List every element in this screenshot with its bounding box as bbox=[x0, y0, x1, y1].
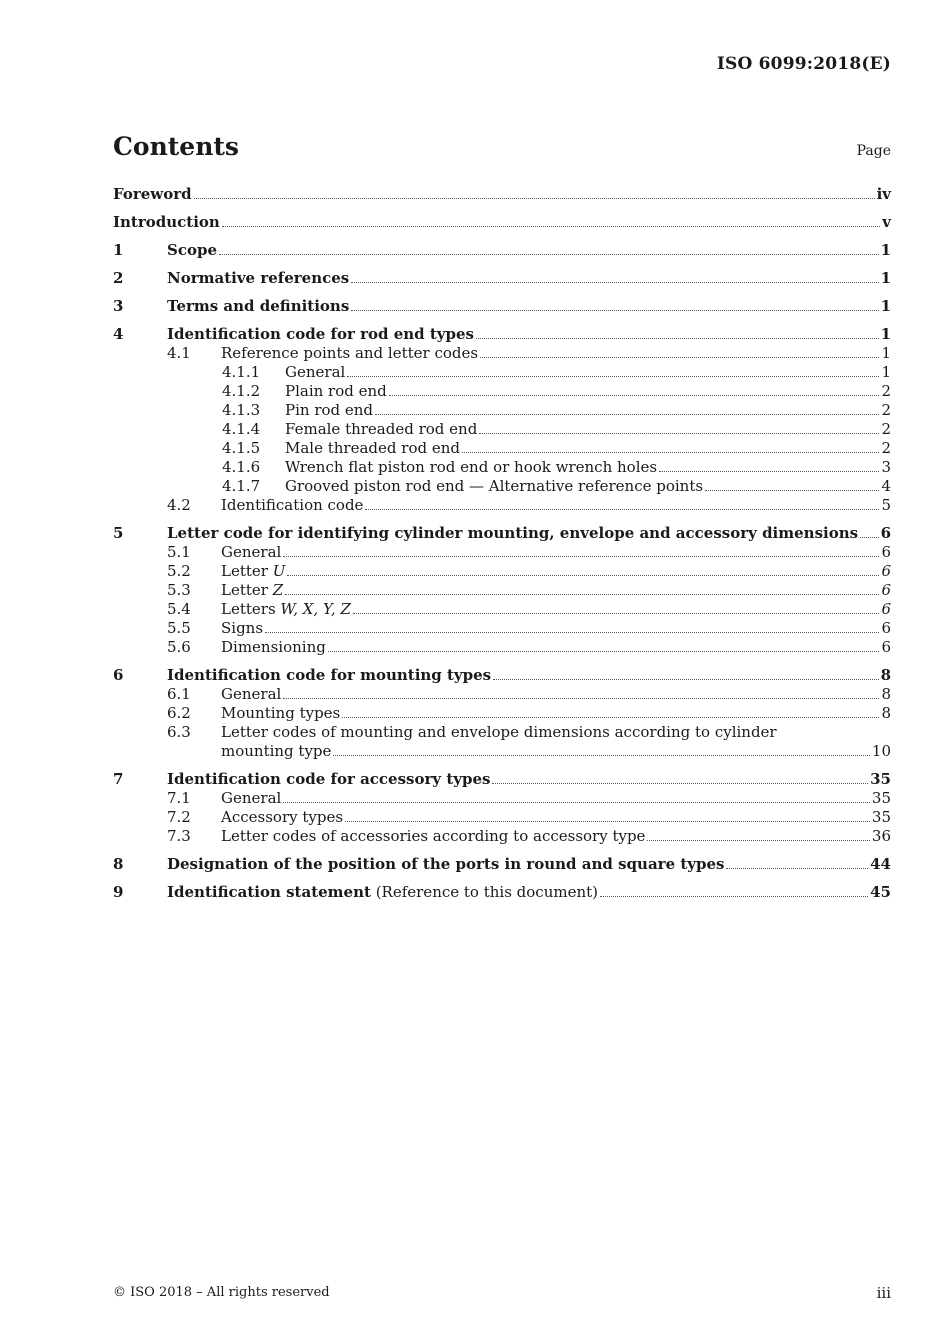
toc-entry-title: Reference points and letter codes bbox=[221, 344, 479, 362]
toc-page-number: 2 bbox=[881, 439, 891, 457]
toc-page-number: v bbox=[882, 213, 891, 231]
toc-entry-1[interactable] bbox=[113, 241, 891, 260]
dot-leader bbox=[219, 254, 879, 255]
toc-section-number: 4.1 bbox=[167, 344, 191, 362]
contents-heading-row bbox=[113, 132, 891, 161]
page-number: iii bbox=[876, 1284, 891, 1302]
dot-leader bbox=[480, 357, 879, 358]
dot-leader bbox=[659, 471, 879, 472]
toc-section-number: 4.2 bbox=[167, 496, 191, 514]
toc-entry-4-1-4[interactable] bbox=[113, 420, 891, 439]
toc-entry-2[interactable] bbox=[113, 269, 891, 288]
toc-section-number: 4.1.1 bbox=[222, 363, 261, 381]
toc-page-number: 35 bbox=[870, 770, 891, 788]
document-id: ISO 6099:2018(E) bbox=[716, 54, 891, 74]
dot-leader bbox=[345, 821, 870, 822]
toc-section-number: 5.5 bbox=[167, 619, 191, 637]
toc-section-number: 5.2 bbox=[167, 562, 191, 580]
toc-entry-title: Mounting types bbox=[221, 704, 341, 722]
page-title: Contents bbox=[113, 132, 240, 161]
dot-leader bbox=[493, 679, 878, 680]
toc-page-number: 5 bbox=[881, 496, 891, 514]
dot-leader bbox=[283, 556, 879, 557]
toc-page-number: 6 bbox=[880, 524, 891, 542]
toc-entry-4[interactable] bbox=[113, 325, 891, 344]
dot-leader bbox=[726, 868, 868, 869]
dot-leader bbox=[287, 575, 879, 576]
dot-leader bbox=[389, 395, 880, 396]
toc-page-number: 45 bbox=[870, 883, 891, 901]
letter-symbol: W, X, Y, Z bbox=[280, 600, 351, 618]
toc-section-number: 2 bbox=[113, 269, 124, 287]
toc-page-number: 1 bbox=[881, 344, 891, 362]
toc-page-number: 8 bbox=[881, 704, 891, 722]
toc-page-number: 1 bbox=[880, 325, 891, 343]
dot-leader bbox=[351, 310, 878, 311]
dot-leader bbox=[342, 717, 879, 718]
toc-entry-title: Identification code for accessory types bbox=[167, 770, 491, 788]
dot-leader bbox=[265, 632, 879, 633]
toc-page-number: iv bbox=[876, 185, 891, 203]
toc-entry-8[interactable] bbox=[113, 855, 891, 874]
toc-page-number: 2 bbox=[881, 401, 891, 419]
toc-page-number: 3 bbox=[881, 458, 891, 476]
toc-page-number: 35 bbox=[871, 789, 891, 807]
toc-page-number: 2 bbox=[881, 420, 891, 438]
toc-page-number: 35 bbox=[871, 808, 891, 826]
toc-entry-4-1-1[interactable] bbox=[113, 363, 891, 382]
dot-leader bbox=[375, 414, 879, 415]
toc-entry-title: Letter codes of accessories according to accessory type bbox=[221, 827, 646, 845]
toc-section-number: 6.3 bbox=[167, 723, 191, 741]
dot-leader bbox=[351, 282, 878, 283]
toc-entry-title: General bbox=[221, 543, 282, 561]
dot-leader bbox=[328, 651, 880, 652]
toc-section-number: 8 bbox=[113, 855, 124, 873]
dot-leader bbox=[860, 537, 878, 538]
dot-leader bbox=[705, 490, 879, 491]
toc-entry-title: Plain rod end bbox=[285, 382, 387, 400]
toc-section-number: 1 bbox=[113, 241, 124, 259]
toc-entry-5-6[interactable] bbox=[113, 638, 891, 657]
toc-entry-title: Wrench flat piston rod end or hook wrench holes bbox=[285, 458, 658, 476]
toc-entry-5-5[interactable] bbox=[113, 619, 891, 638]
toc-entry-title: Identification statement (Reference to this document) bbox=[167, 883, 599, 901]
toc-page-number: 6 bbox=[881, 562, 891, 580]
toc-entry-title: Signs bbox=[221, 619, 264, 637]
toc-entry-title: Male threaded rod end bbox=[285, 439, 460, 457]
toc-page-number: 2 bbox=[881, 382, 891, 400]
dot-leader bbox=[333, 755, 869, 756]
toc-section-number: 4.1.7 bbox=[222, 477, 261, 495]
toc-section-number: 4.1.4 bbox=[222, 420, 261, 438]
toc-entry-6[interactable] bbox=[113, 666, 891, 685]
toc-entry-title: Letter Z bbox=[221, 581, 284, 599]
dot-leader bbox=[194, 198, 875, 199]
toc-page-number: 1 bbox=[880, 297, 891, 315]
toc-entry-title: Letter U bbox=[221, 562, 286, 580]
toc-section-number: 4.1.3 bbox=[222, 401, 261, 419]
table-of-contents bbox=[113, 185, 891, 902]
toc-page-number: 6 bbox=[881, 543, 891, 561]
dot-leader bbox=[647, 840, 869, 841]
page-column-label: Page bbox=[856, 143, 891, 159]
toc-entry-title-continuation: mounting type bbox=[221, 742, 332, 760]
toc-entry-title: Introduction bbox=[113, 213, 220, 231]
dot-leader bbox=[462, 452, 879, 453]
toc-entry-4-1-2[interactable] bbox=[113, 382, 891, 401]
toc-section-number: 5.3 bbox=[167, 581, 191, 599]
toc-entry-5-2[interactable] bbox=[113, 562, 891, 581]
toc-entry-4-1-7[interactable] bbox=[113, 477, 891, 496]
toc-section-number: 5.4 bbox=[167, 600, 191, 618]
toc-entry-7[interactable] bbox=[113, 770, 891, 789]
toc-section-number: 5.1 bbox=[167, 543, 191, 561]
toc-page-number: 44 bbox=[870, 855, 891, 873]
dot-leader bbox=[353, 613, 880, 614]
toc-entry-title: Letter code for identifying cylinder mounting, envelope and accessory dimensions bbox=[167, 524, 859, 542]
toc-page-number: 1 bbox=[880, 241, 891, 259]
toc-page-number: 6 bbox=[881, 638, 891, 656]
toc-entry-subtitle: (Reference to this document) bbox=[370, 883, 599, 901]
letter-symbol: Z bbox=[272, 581, 284, 599]
toc-section-number: 3 bbox=[113, 297, 124, 315]
toc-entry-9[interactable] bbox=[113, 883, 891, 902]
toc-entry-4-1-6[interactable] bbox=[113, 458, 891, 477]
toc-entry-5-4[interactable] bbox=[113, 600, 891, 619]
toc-page-number: 6 bbox=[881, 600, 891, 618]
toc-page-number: 36 bbox=[871, 827, 891, 845]
letter-symbol: U bbox=[272, 562, 286, 580]
dot-leader bbox=[365, 509, 879, 510]
toc-page-number: 1 bbox=[881, 363, 891, 381]
toc-entry-4-2[interactable] bbox=[113, 496, 891, 515]
toc-page-number: 8 bbox=[880, 666, 891, 684]
toc-entry-3[interactable] bbox=[113, 297, 891, 316]
toc-section-number: 9 bbox=[113, 883, 124, 901]
toc-entry-title: Grooved piston rod end — Alternative reference points bbox=[285, 477, 704, 495]
toc-entry-title: Female threaded rod end bbox=[285, 420, 478, 438]
toc-entry-title: General bbox=[285, 363, 346, 381]
toc-entry-6-3[interactable] bbox=[113, 723, 891, 742]
toc-entry-title: Identification code for mounting types bbox=[167, 666, 492, 684]
toc-entry-title: General bbox=[221, 685, 282, 703]
toc-page-number: 10 bbox=[871, 742, 891, 760]
toc-section-number: 6 bbox=[113, 666, 124, 684]
toc-entry-6-1[interactable] bbox=[113, 685, 891, 704]
toc-entry-title: Terms and definitions bbox=[167, 297, 350, 315]
toc-entry-4-1[interactable] bbox=[113, 344, 891, 363]
toc-entry-title: Foreword bbox=[113, 185, 192, 203]
toc-entry-7-1[interactable] bbox=[113, 789, 891, 808]
toc-entry-title: Accessory types bbox=[221, 808, 344, 826]
toc-page-number: 6 bbox=[881, 619, 891, 637]
dot-leader bbox=[283, 698, 879, 699]
dot-leader bbox=[492, 783, 868, 784]
toc-section-number: 7 bbox=[113, 770, 124, 788]
copyright-notice: © ISO 2018 – All rights reserved bbox=[113, 1285, 330, 1300]
toc-section-number: 7.1 bbox=[167, 789, 191, 807]
dot-leader bbox=[285, 594, 879, 595]
toc-section-number: 5.6 bbox=[167, 638, 191, 656]
toc-section-number: 4.1.6 bbox=[222, 458, 261, 476]
toc-entry-foreword[interactable] bbox=[113, 185, 891, 204]
toc-section-number: 4.1.2 bbox=[222, 382, 261, 400]
toc-section-number: 6.2 bbox=[167, 704, 191, 722]
toc-entry-title: Dimensioning bbox=[221, 638, 326, 656]
toc-section-number: 4.1.5 bbox=[222, 439, 261, 457]
toc-entry-title: Scope bbox=[167, 241, 218, 259]
toc-entry-5-3[interactable] bbox=[113, 581, 891, 600]
toc-entry-5-1[interactable] bbox=[113, 543, 891, 562]
dot-leader bbox=[600, 896, 868, 897]
toc-section-number: 7.2 bbox=[167, 808, 191, 826]
toc-page-number: 6 bbox=[881, 581, 891, 599]
toc-entry-title: Identification code for rod end types bbox=[167, 325, 474, 343]
toc-section-number: 4 bbox=[113, 325, 124, 343]
toc-entry-title: Pin rod end bbox=[285, 401, 374, 419]
toc-entry-7-3[interactable] bbox=[113, 827, 891, 846]
toc-entry-title: Normative references bbox=[167, 269, 350, 287]
toc-entry-6-2[interactable] bbox=[113, 704, 891, 723]
toc-entry-title: Designation of the position of the ports in round and square types bbox=[167, 855, 725, 873]
dot-leader bbox=[283, 802, 870, 803]
dot-leader bbox=[222, 226, 880, 227]
dot-leader bbox=[347, 376, 879, 377]
toc-entry-4-1-3[interactable] bbox=[113, 401, 891, 420]
toc-entry-title: General bbox=[221, 789, 282, 807]
toc-entry-title: Identification code bbox=[221, 496, 364, 514]
toc-entry-5[interactable] bbox=[113, 524, 891, 543]
toc-entry-6-3-continuation[interactable] bbox=[113, 742, 891, 761]
toc-section-number: 5 bbox=[113, 524, 124, 542]
dot-leader bbox=[476, 338, 879, 339]
dot-leader bbox=[479, 433, 879, 434]
toc-entry-7-2[interactable] bbox=[113, 808, 891, 827]
toc-entry-title: Letter codes of mounting and envelope dimensions according to cylinder bbox=[221, 723, 777, 741]
toc-page-number: 1 bbox=[880, 269, 891, 287]
toc-entry-title: Letters W, X, Y, Z bbox=[221, 600, 351, 618]
toc-page-number: 8 bbox=[881, 685, 891, 703]
toc-entry-4-1-5[interactable] bbox=[113, 439, 891, 458]
toc-entry-introduction[interactable] bbox=[113, 213, 891, 232]
toc-section-number: 6.1 bbox=[167, 685, 191, 703]
toc-page-number: 4 bbox=[881, 477, 891, 495]
toc-section-number: 7.3 bbox=[167, 827, 191, 845]
